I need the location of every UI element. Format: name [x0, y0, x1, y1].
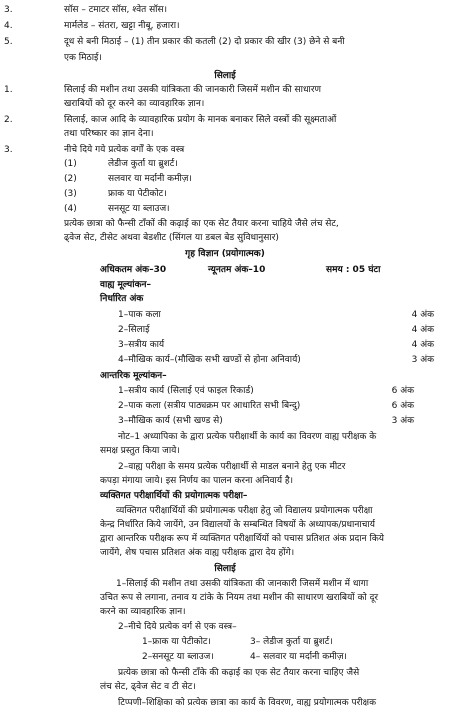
- paragraph-line: 1–सिलाई की मशीन तथा उसकी यांत्रिकता की जानकारी जिसमें मशीन में धागा: [116, 579, 369, 589]
- paragraph-line: प्रत्येक छात्रा को फैन्सी टाँके की कढ़ाई का एक सेट तैयार करना चाहिए जैसे: [118, 668, 360, 678]
- mark-item: 4–मौखिक कार्य–(मौखिक सभी खण्डों से होना अनिवार्य): [118, 355, 301, 365]
- paragraph-line: 2–नीचे दिये प्रत्येक वर्ग से एक वस्त्र–: [118, 622, 237, 632]
- item-number: 5.: [4, 37, 13, 47]
- paragraph-line: सिलाई की मशीन तथा उसकी यांत्रिकता की जानकारी जिसमें मशीन की साधारण: [64, 85, 322, 95]
- section-heading: सिलाई: [214, 564, 236, 574]
- list-item: दूध से बनी मिठाई – (1) तीन प्रकार की कतली (2) दो प्रकार की खीर (3) छेने से बनी: [64, 37, 345, 47]
- subheading: वाह्य मूल्यांकन–: [100, 280, 152, 290]
- mark-item: 2–पाक कला (सत्रीय पाठ्यक्रम पर आधारित सभी बिन्दु): [118, 401, 301, 411]
- paragraph-line: नीचे दिये गये प्रत्येक वर्गों के एक वस्त्र: [64, 145, 185, 155]
- exam-time: समय : 05 घंटा: [326, 265, 381, 275]
- mark-item: 1–सत्रीय कार्य (सिलाई एवं फाइल रिकार्ड): [118, 386, 254, 396]
- item-number: 4.: [4, 21, 13, 31]
- mark-value: 4 अंक: [411, 310, 434, 320]
- sub-item: लेडीज कुर्ता या ब्रुशर्ट।: [108, 159, 178, 169]
- sub-item: फ्राक या पेटीकोट।: [108, 189, 167, 199]
- paragraph-line: व्यक्तिगत परीक्षार्थियों की प्रयोगात्मक परीक्षा हेतु जो विद्यालय प्रयोगात्मक परीक्षा: [116, 506, 373, 516]
- subheading: निर्धारित अंक: [100, 294, 144, 304]
- sub-number: (1): [64, 159, 77, 169]
- garment-item: 2–सनसूट या ब्लाउज।: [142, 652, 214, 662]
- garment-item: 3– लेडीज कुर्ता या ब्रुशर्ट।: [250, 637, 333, 647]
- paragraph-line: खराबियों को दूर करने का व्यावहारिक ज्ञान।: [64, 99, 205, 109]
- paragraph-line: प्रत्येक छात्रा को फैन्सी टाँकों की कढ़ाई का एक सेट तैयार करना चाहिये जैसे लंच सेट,: [64, 219, 339, 229]
- mark-value: 4 अंक: [411, 325, 434, 335]
- item-number: 3.: [4, 5, 13, 15]
- item-number: 1.: [4, 85, 13, 95]
- note-line: नोट–1 अध्यापिका के द्वारा प्रत्येक परीक्षार्थी के कार्य का विवरण वाह्य परीक्षक के: [118, 432, 377, 442]
- section-heading: सिलाई: [214, 71, 236, 81]
- section-heading: गृह विज्ञान (प्रयोगात्मक): [185, 249, 265, 259]
- paragraph-line: द्वारा आन्तरिक परीक्षक रूप में व्यक्तिगत परीक्षार्थियों को पचास प्रतिशत अंक प्रदान किये: [100, 534, 384, 544]
- garment-item: 4– सलवार या मर्दानी कमीज़।: [250, 652, 347, 662]
- paragraph-line: ढ्वेज सेट, टीसेट अथवा बेडशीट (सिंगल या डबल बेड सुविधानुसार): [64, 233, 279, 243]
- note-line: 2–वाह्य परीक्षा के समय प्रत्येक परीक्षार्थी से माडल बनाने हेतु एक मीटर: [118, 462, 346, 472]
- sub-item: सनसूट या ब्लाउज।: [108, 204, 170, 214]
- paragraph-line: करने का व्यावहारिक ज्ञान।: [100, 607, 186, 617]
- paragraph-line: उचित रूप से लगाना, तनाव य टांके के नियम तथा मशीन की साधारण खराबियों को दूर: [100, 593, 379, 603]
- mark-value: 6 अंक: [391, 386, 414, 396]
- list-item: सॉस – टमाटर सॉस, श्वेत सॉस।: [64, 5, 167, 15]
- subheading: आन्तरिक मूल्यांकन–: [100, 371, 167, 381]
- mark-value: 3 अंक: [391, 416, 414, 426]
- item-number: 3.: [4, 145, 13, 155]
- mark-value: 6 अंक: [391, 401, 414, 411]
- paragraph-line: जायेंगे, शेष पचास प्रतिशत अंक वाह्य परीक्षक द्वारा देय होंगे।: [100, 548, 295, 558]
- sub-number: (2): [64, 174, 77, 184]
- sub-number: (3): [64, 189, 77, 199]
- max-marks: अधिकतम अंक–30: [100, 265, 167, 275]
- mark-item: 3–सत्रीय कार्य: [118, 340, 165, 350]
- list-item-continued: एक मिठाई।: [64, 53, 102, 63]
- item-number: 2.: [4, 115, 13, 125]
- paragraph-line: टिप्पणी–शिक्षिका को प्रत्येक छात्रा का कार्य के विवरण, वाह्य प्रयोगात्मक परीक्षक: [118, 698, 377, 708]
- paragraph-line: सिलाई, काज आदि के व्यावहारिक प्रयोग के मानक बनाकर सिले वस्त्रों की सूक्ष्मताओं: [64, 115, 337, 125]
- mark-value: 3 अंक: [411, 355, 434, 365]
- paragraph-line: तथा परिष्कार का ज्ञान देना।: [64, 129, 154, 139]
- sub-item: सलवार या मर्दानी कमीज़।: [108, 174, 192, 184]
- garment-item: 1–फ्राक या पेटीकोट।: [142, 637, 211, 647]
- paragraph-line: केन्द्र निर्धारित किये जायेंगे, उन विद्यालयों के सम्बन्धित विषयों के अध्यापक/प्रधानाचार्य: [100, 520, 375, 530]
- paragraph-line: लंच सेट, ढ्वेज सेट व टी सेट।: [100, 682, 196, 692]
- mark-item: 1–पाक कला: [118, 310, 161, 320]
- mark-item: 3–मौखिक कार्य (सभी खण्ड से): [118, 416, 223, 426]
- subheading: व्यक्तिगत परीक्षार्थियों की प्रयोगात्मक परीक्षा–: [100, 491, 248, 501]
- mark-item: 2–सिलाई: [118, 325, 150, 335]
- note-line: कपड़ा मंगाया जाये। इस निर्णय का पालन करना अनिवार्य है।: [100, 476, 294, 486]
- mark-value: 4 अंक: [411, 340, 434, 350]
- sub-number: (4): [64, 204, 77, 214]
- min-marks: न्यूनतम अंक–10: [208, 265, 266, 275]
- note-line: समक्ष प्रस्तुत किया जाये।: [100, 446, 180, 456]
- list-item: मार्मलेड – संतरा, खट्टा नीबू, हजारा।: [64, 21, 180, 31]
